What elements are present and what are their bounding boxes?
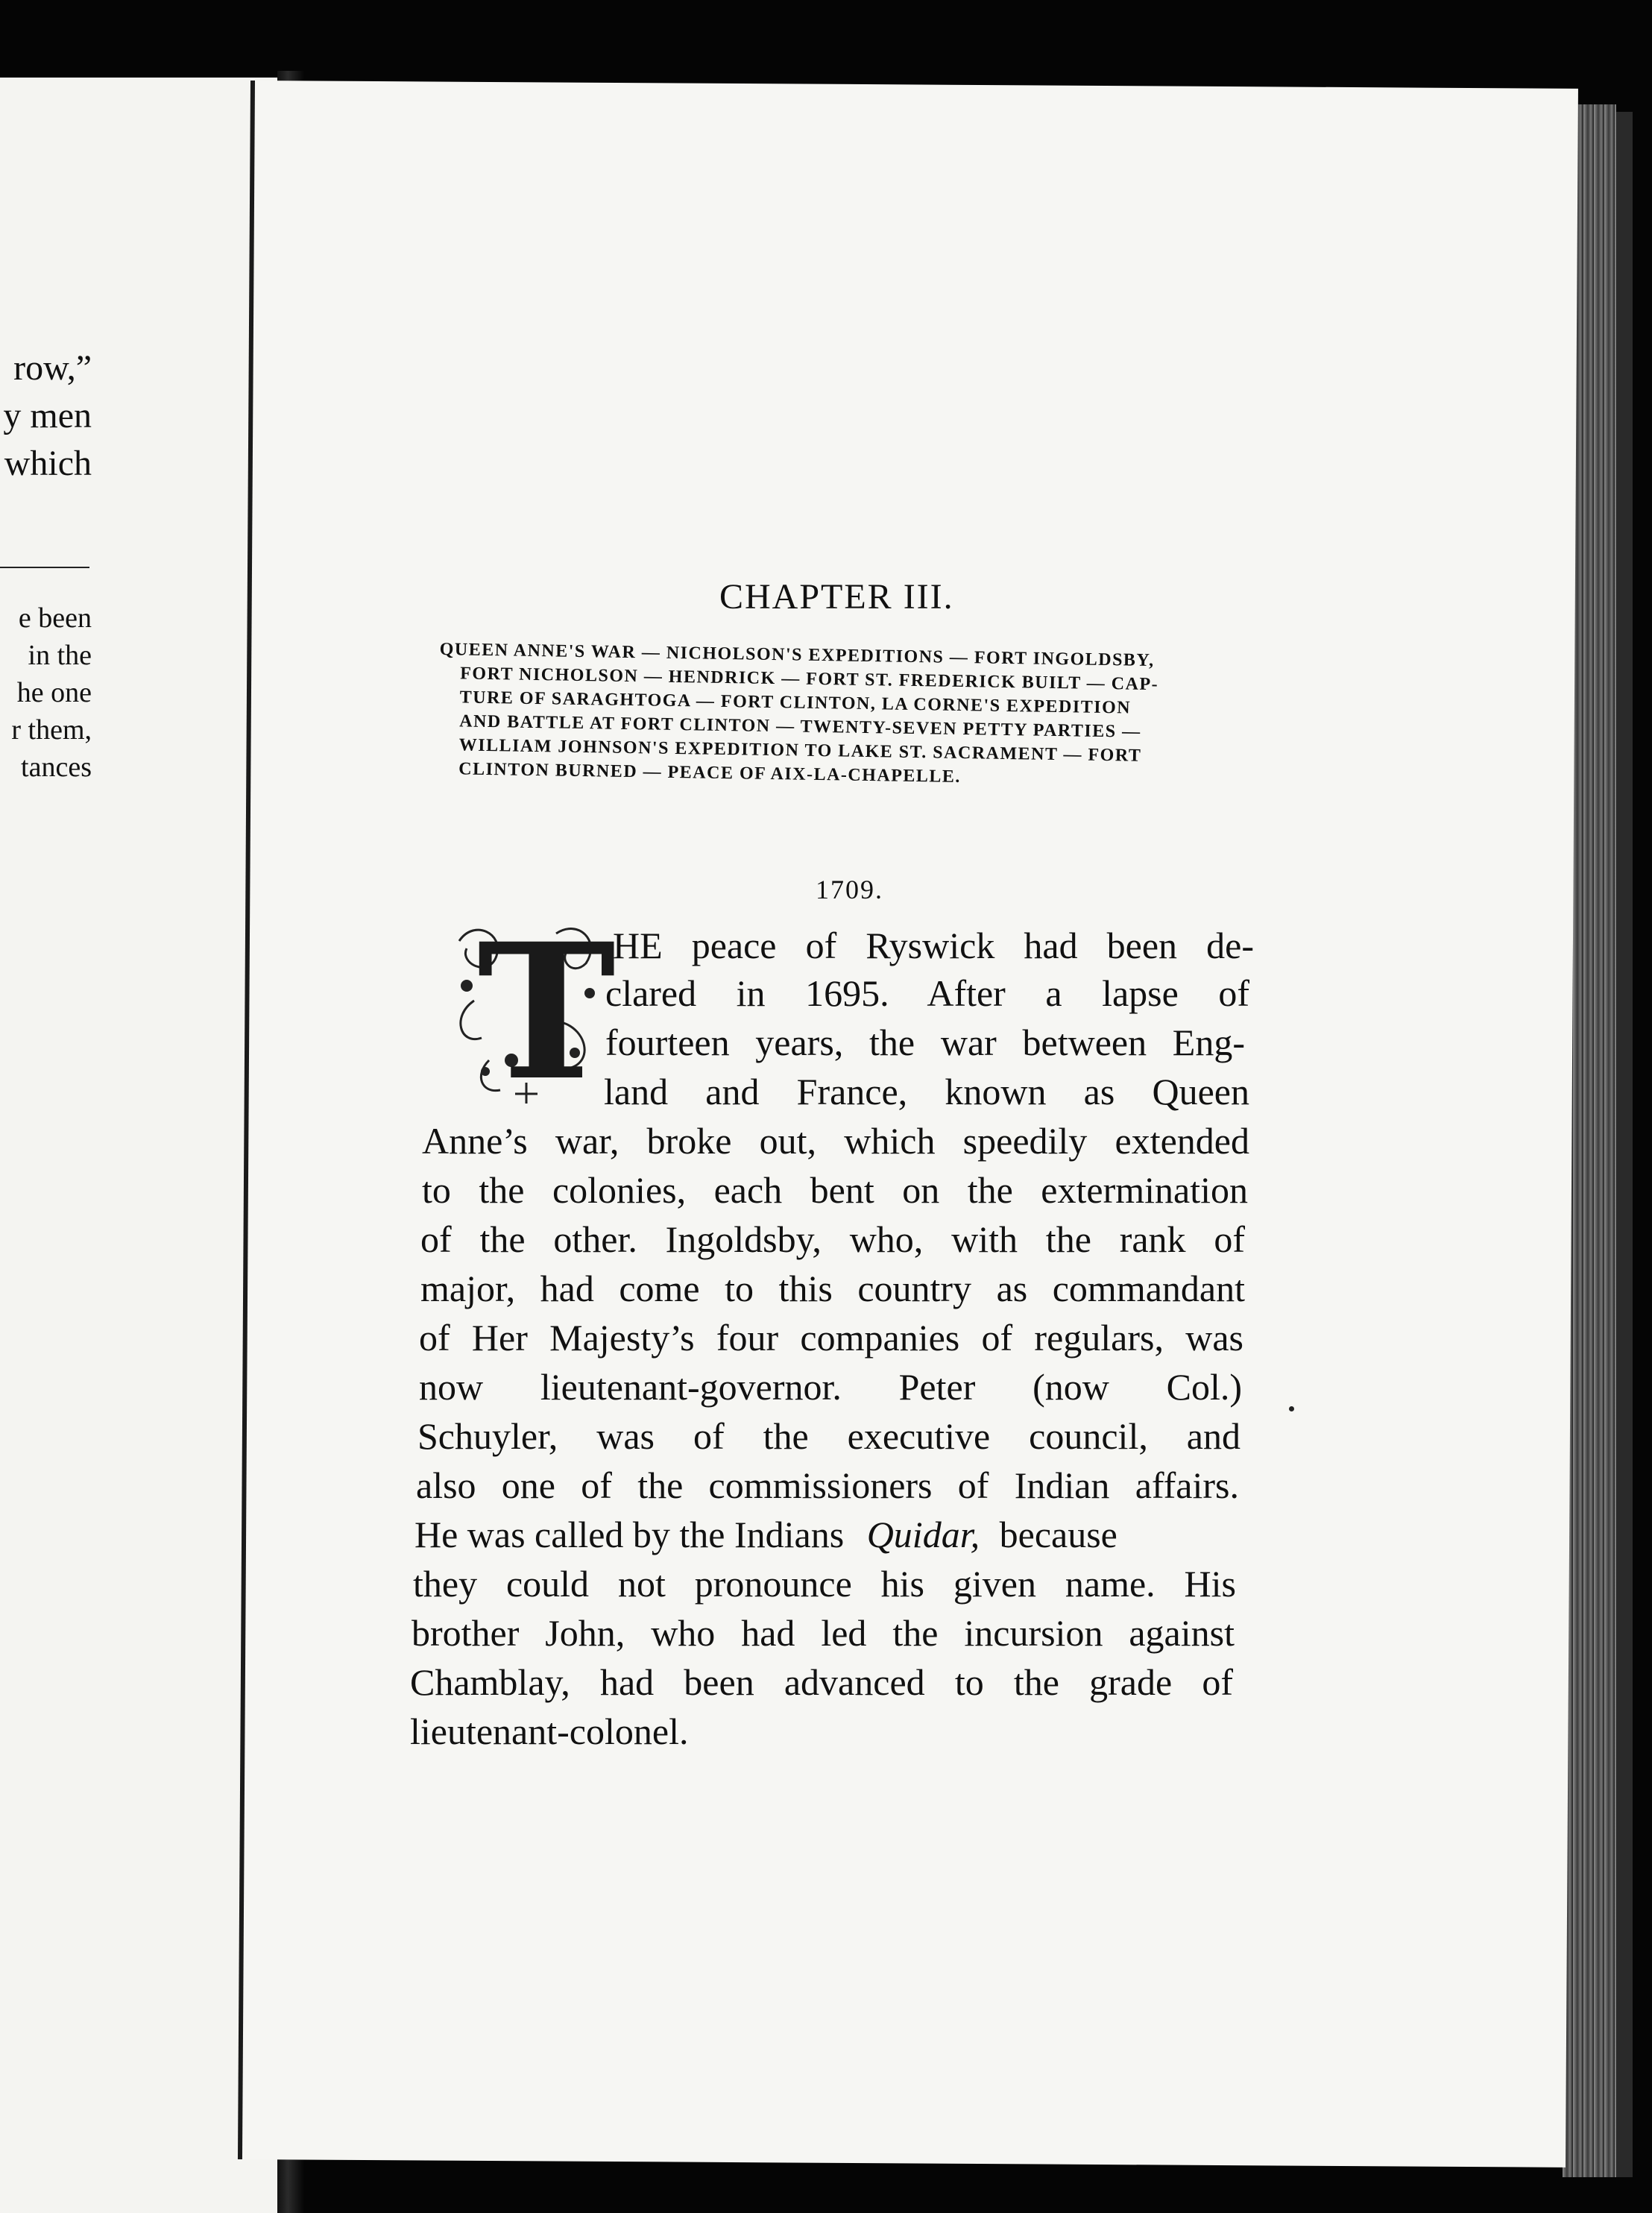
body-line: clared in 1695. After a lapse of [605,972,1249,1014]
summary-line: QUEEN ANNE'S WAR — NICHOLSON'S EXPEDITIONS — FORT INGOLDSBY, [439,639,1155,671]
left-page-fragment: he one [16,677,92,708]
left-page-rule [0,567,89,568]
body-line: of Her Majesty’s four companies of regulars, was [419,1317,1243,1359]
body-line: fourteen years, the war between Eng- [605,1021,1245,1063]
body-line: Schuyler, was of the executive council, and [417,1415,1240,1457]
body-line: to the colonies, each bent on the extermination [422,1169,1248,1211]
chapter-title: CHAPTER III. [719,577,954,617]
drop-cap-letter: T [477,902,617,1121]
summary-line: TURE OF SARAGHTOGA — FORT CLINTON, LA CORNE'S EXPEDITION [459,687,1132,718]
body-line-with-italic [414,1512,1238,1557]
body-line: major, had come to this country as commandant [420,1268,1245,1309]
body-line: HE peace of Ryswick had been de- [613,925,1254,966]
left-page-fragment: y men [3,396,92,435]
body-line: brother John, who had led the incursion against [412,1612,1235,1654]
left-page-fragment: in the [28,640,92,671]
left-page-fragment: row,” [13,348,92,388]
summary-line: FORT NICHOLSON — HENDRICK — FORT ST. FREDERICK BUILT — CAP- [460,664,1159,695]
body-line: Chamblay, had been advanced to the grade of [410,1661,1233,1703]
left-page-fragment: which [4,444,92,483]
body-line-end: because [999,1514,1117,1555]
left-facing-page [0,78,279,2213]
left-page-fragment: r them, [11,714,92,746]
italic-name-quidar: Quidar, [866,1514,980,1555]
body-line: also one of the commissioners of Indian affairs. [416,1464,1239,1506]
summary-line: WILLIAM JOHNSON'S EXPEDITION TO LAKE ST. SACRAMENT — FORT [458,735,1142,766]
body-line: Anne’s war, broke out, which speedily extended [422,1120,1249,1162]
summary-line: AND BATTLE AT FORT CLINTON — TWENTY-SEVEN PETTY PARTIES — [459,711,1141,742]
stray-ink-dot [1289,1406,1294,1411]
chapter-date: 1709. [816,875,883,904]
left-page-fragment: e been [18,602,92,634]
left-page-fragment: tances [21,752,92,783]
body-line-last: lieutenant-colonel. [410,1710,689,1752]
chapter-summary [438,638,1260,793]
body-line: now lieutenant-governor. Peter (now Col.) [419,1366,1242,1408]
body-line: they could not pronounce his given name. His [413,1563,1236,1605]
ornamental-drop-cap [444,902,617,1121]
body-line: of the other. Ingoldsby, who, with the rank of [420,1218,1245,1260]
summary-line: CLINTON BURNED — PEACE OF AIX-LA-CHAPELLE. [458,759,962,787]
body-line: land and France, known as Queen [604,1071,1249,1112]
body-line-start: He was called by the Indians [414,1514,845,1555]
